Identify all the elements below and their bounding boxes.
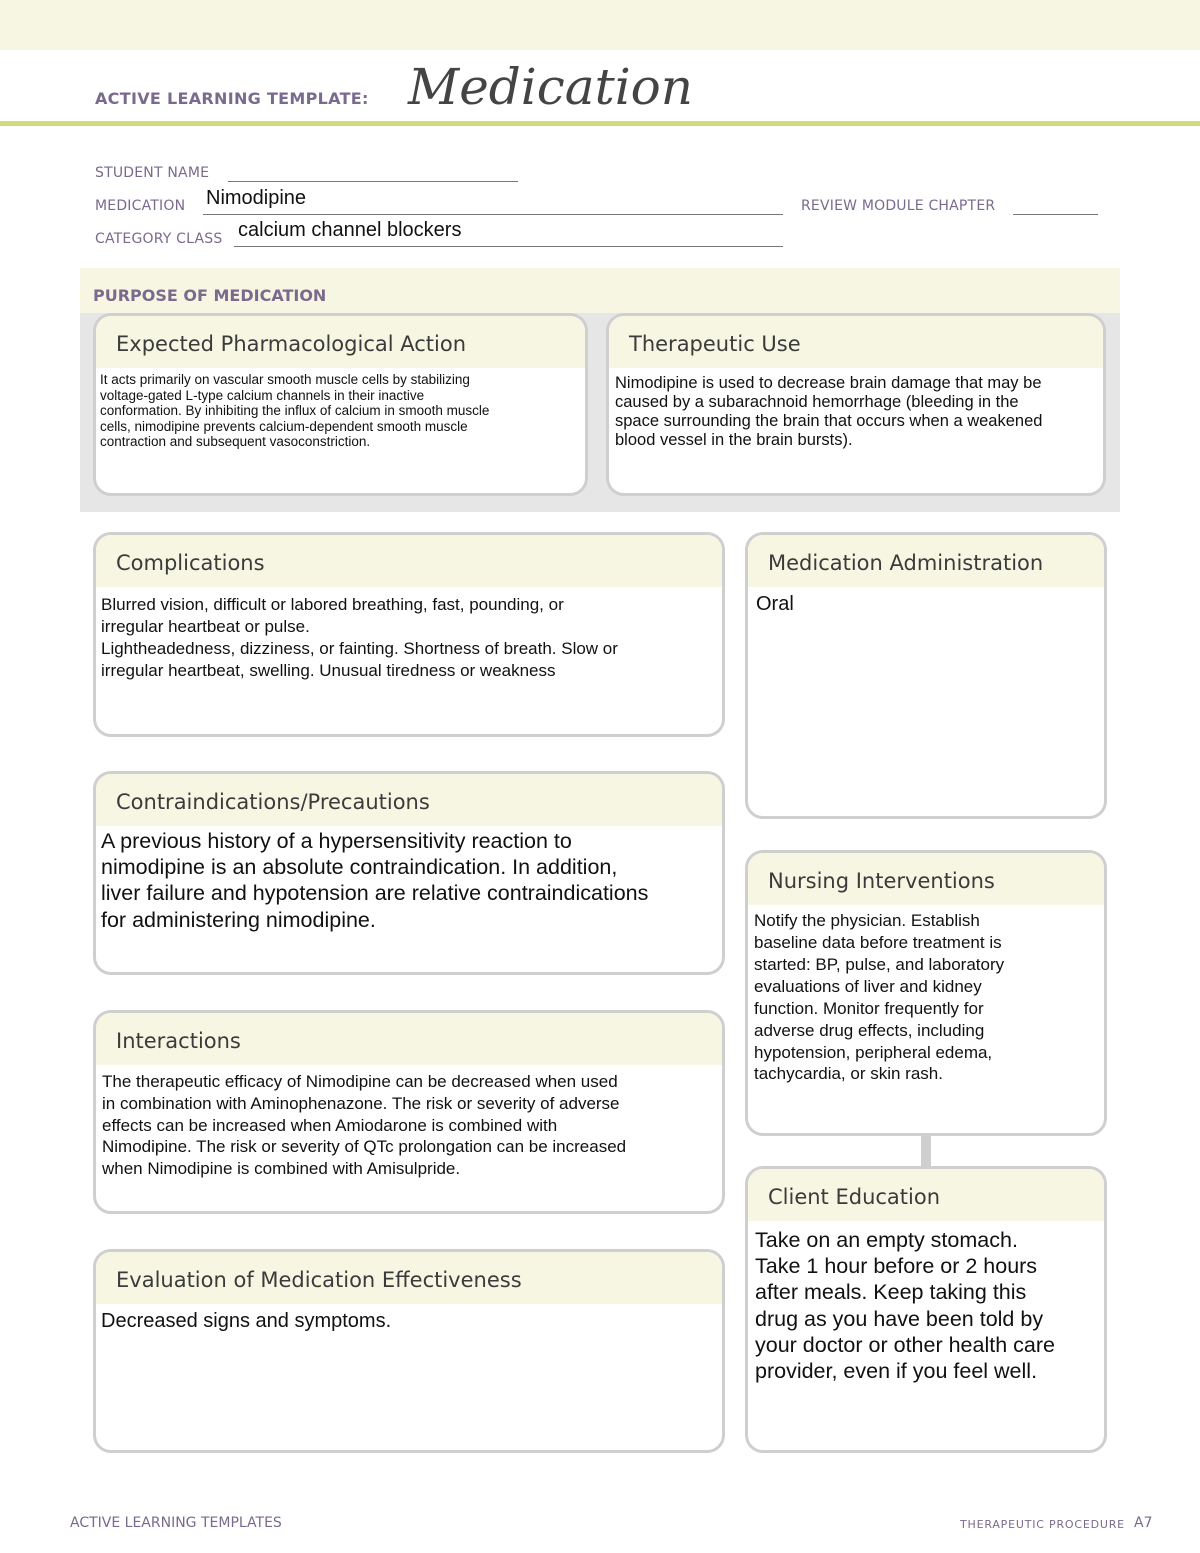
footer-left: ACTIVE LEARNING TEMPLATES: [70, 1515, 282, 1531]
text-line: baseline data before treatment is: [754, 932, 1002, 952]
complications-box: [93, 532, 725, 737]
text-line: Oral: [756, 593, 794, 615]
interactions-body[interactable]: [96, 1065, 722, 1180]
text-line: hypotension, peripheral edema,: [754, 1042, 993, 1062]
text-line: tachycardia, or skin rash.: [754, 1064, 943, 1084]
purpose-title: PURPOSE OF MEDICATION: [93, 286, 327, 305]
page-number: A7: [1134, 1515, 1153, 1531]
evaluation-body[interactable]: [96, 1304, 722, 1333]
text-line: evaluations of liver and kidney: [754, 976, 982, 996]
student-name-line: [228, 181, 518, 182]
text-line: conformation. By inhibiting the influx of calcium in smooth muscle: [100, 403, 490, 419]
interactions-box: [93, 1010, 725, 1214]
text-line: nimodipine is an absolute contraindication. In addition,: [101, 855, 618, 880]
text-line: effects can be increased when Amiodarone is combined with: [102, 1115, 558, 1135]
text-line: started: BP, pulse, and laboratory: [754, 954, 1005, 974]
text-line: for administering nimodipine.: [101, 907, 376, 932]
text-line: adverse drug effects, including: [754, 1020, 985, 1040]
review-module-line: [1013, 214, 1098, 215]
text-line: irregular heartbeat, swelling. Unusual tiredness or weakness: [101, 661, 556, 681]
text-line: The therapeutic efficacy of Nimodipine can be decreased when used: [102, 1072, 618, 1091]
administration-box: [745, 532, 1107, 819]
text-line: Nimodipine. The risk or severity of QTc prolongation can be increased: [102, 1137, 627, 1157]
category-class-value[interactable]: calcium channel blockers: [238, 219, 462, 241]
text-line: Nimodipine is used to decrease brain damage that may be: [615, 374, 1042, 392]
medication-value[interactable]: Nimodipine: [206, 187, 307, 209]
text-line: after meals. Keep taking this: [755, 1280, 1027, 1305]
text-line: blood vessel in the brain bursts).: [615, 430, 853, 449]
text-line: drug as you have been told by: [755, 1306, 1044, 1331]
top-band: [0, 0, 1200, 50]
text-line: Take 1 hour before or 2 hours: [755, 1254, 1038, 1279]
text-line: in combination with Aminophenazone. The risk or severity of adverse: [102, 1093, 620, 1113]
nursing-interventions-heading: Nursing Interventions: [768, 869, 995, 893]
nursing-interventions-box: [745, 850, 1107, 1136]
text-line: contraction and subsequent vasoconstriction.: [100, 434, 371, 450]
therapeutic-use-box: [606, 313, 1106, 496]
text-line: A previous history of a hypersensitivity reaction to: [101, 829, 572, 853]
text-line: liver failure and hypotension are relative contraindications: [101, 881, 649, 906]
text-line: voltage-gated L-type calcium channels in their inactive: [100, 387, 425, 403]
text-line: Blurred vision, difficult or labored breathing, fast, pounding, or: [101, 595, 564, 614]
box-connector: [921, 1134, 931, 1168]
expected-action-heading: Expected Pharmacological Action: [116, 332, 467, 356]
contraindications-heading: Contraindications/Precautions: [116, 790, 430, 814]
nursing-interventions-body[interactable]: [748, 905, 1104, 1085]
template-label: ACTIVE LEARNING TEMPLATE:: [95, 89, 369, 108]
header-rule: [0, 121, 1200, 126]
expected-action-box: [93, 313, 588, 496]
text-line: Decreased signs and symptoms.: [101, 1310, 392, 1332]
text-line: irregular heartbeat or pulse.: [101, 617, 310, 637]
text-line: when Nimodipine is combined with Amisulpride.: [102, 1159, 461, 1178]
text-line: caused by a subarachnoid hemorrhage (bleeding in the: [615, 392, 1019, 411]
text-line: cells, nimodipine prevents calcium-dependent smooth muscle: [100, 418, 468, 434]
text-line: function. Monitor frequently for: [754, 998, 984, 1018]
text-line: It acts primarily on vascular smooth muscle cells by stabilizing: [100, 372, 470, 387]
contraindications-body[interactable]: [96, 826, 722, 933]
client-education-box: [745, 1166, 1107, 1453]
evaluation-box: [93, 1249, 725, 1453]
evaluation-heading: Evaluation of Medication Effectiveness: [116, 1268, 522, 1292]
category-class-line: [234, 246, 783, 247]
medication-line: [203, 214, 783, 215]
interactions-heading: Interactions: [116, 1029, 241, 1053]
review-module-label: REVIEW MODULE CHAPTER: [801, 198, 996, 214]
text-line: space surrounding the brain that occurs when a weakened: [615, 411, 1043, 430]
text-line: Take on an empty stomach.: [755, 1228, 1018, 1252]
text-line: Lightheadedness, dizziness, or fainting. Shortness of breath. Slow or: [101, 639, 618, 659]
text-line: Notify the physician. Establish: [754, 911, 980, 930]
contraindications-box: [93, 771, 725, 975]
client-education-body[interactable]: [748, 1221, 1104, 1384]
medication-label: MEDICATION: [95, 198, 186, 214]
text-line: provider, even if you feel well.: [755, 1359, 1038, 1384]
student-name-label: STUDENT NAME: [95, 165, 210, 181]
client-education-heading: Client Education: [768, 1185, 941, 1209]
complications-heading: Complications: [116, 551, 265, 575]
footer-right: THERAPEUTIC PROCEDURE: [960, 1518, 1125, 1531]
page-title: Medication: [408, 58, 693, 116]
expected-action-body[interactable]: [96, 368, 585, 450]
category-class-label: CATEGORY CLASS: [95, 231, 223, 247]
administration-heading: Medication Administration: [768, 551, 1044, 575]
therapeutic-use-heading: Therapeutic Use: [629, 332, 801, 356]
therapeutic-use-body[interactable]: [609, 368, 1103, 450]
administration-body[interactable]: [748, 587, 1104, 616]
complications-body[interactable]: [96, 587, 722, 682]
text-line: your doctor or other health care: [755, 1332, 1055, 1357]
